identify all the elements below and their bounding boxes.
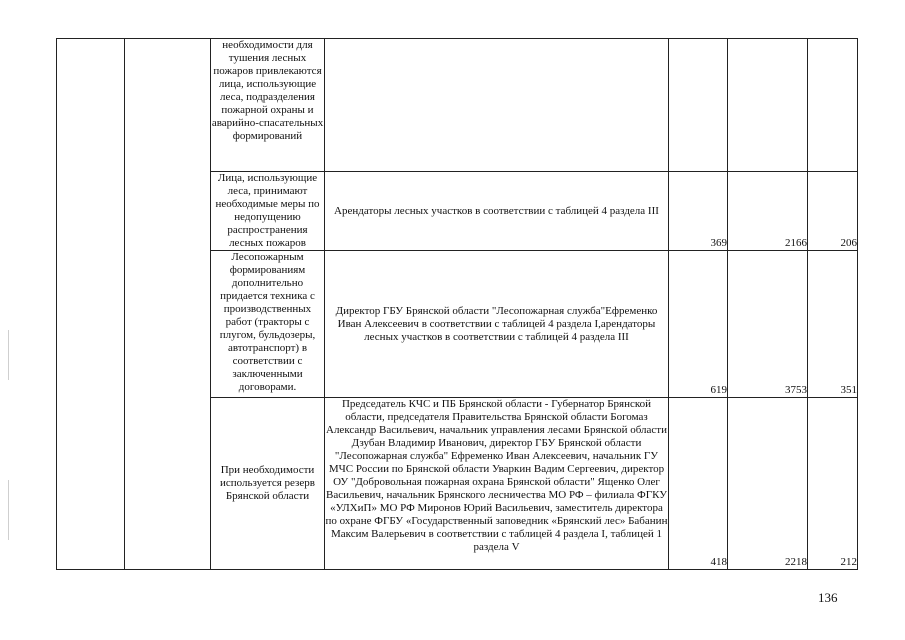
cell-number-2: 2218 [728, 398, 808, 570]
cell-responsible: Председатель КЧС и ПБ Брянской области - Губернатор Брянской области, председателя Правительства Брянской области Богомаз Александр Васильевич, начальник управления лесами Брянской области Дзубан Владимир Иванович, директор ГБУ Брянской области "Лесопожарная служба" Ефременко Иван Алексеевич, начальник ГУ МЧС России по Брянской области Уваркин Вадим Сергеевич, директор ОУ "Добровольная пожарная охрана Брянской области" Ященко Олег Васильевич, начальник Брянского лесничества МО РФ – филиала ФГКУ «УЛХиП» МО РФ Миронов Юрий Васильевич, заместитель директора по охране ФГБУ «Государственный заповедник «Брянский лес» Бабанин Максим Валерьевич в соответствии с таблицей 4 раздела I, таблицей 1 раздела V [325, 398, 669, 570]
cell-col2 [125, 39, 211, 570]
cell-number-2: 3753 [728, 251, 808, 398]
cell-measure: Лица, использующие леса, принимают необходимые меры по недопущению распространения лесных пожаров [211, 172, 325, 251]
cell-col1 [57, 39, 125, 570]
cell-measure: При необходимости используется резерв Брянской области [211, 398, 325, 570]
scan-margin-line-top [8, 330, 9, 380]
scan-margin-line-bottom [8, 480, 9, 540]
cell-measure: необходимости для тушения лесных пожаров привлекаются лица, использующие леса, подразделения пожарной охраны и аварийно-спасательных формирований [211, 39, 325, 172]
cell-number-3: 206 [808, 172, 858, 251]
cell-measure: Лесопожарным формированиям дополнительно придается техника с производственных работ (тракторы с плугом, бульдозеры, автотранспорт) в соответствии с заключенными договорами. [211, 251, 325, 398]
cell-responsible [325, 39, 669, 172]
cell-number-2 [728, 39, 808, 172]
cell-number-1: 418 [669, 398, 728, 570]
cell-number-3: 351 [808, 251, 858, 398]
page-number: 136 [818, 590, 838, 605]
cell-number-1: 369 [669, 172, 728, 251]
cell-number-1 [669, 39, 728, 172]
cell-number-3: 212 [808, 398, 858, 570]
cell-responsible: Арендаторы лесных участков в соответствии с таблицей 4 раздела III [325, 172, 669, 251]
cell-responsible: Директор ГБУ Брянской области "Лесопожарная служба"Ефременко Иван Алексеевич в соответствии с таблицей 4 раздела I,арендаторы лесных участков в соответствии с таблицей 4 раздела III [325, 251, 669, 398]
table-row [57, 39, 858, 172]
document-table [56, 38, 858, 570]
cell-number-1: 619 [669, 251, 728, 398]
cell-number-2: 2166 [728, 172, 808, 251]
cell-number-3 [808, 39, 858, 172]
